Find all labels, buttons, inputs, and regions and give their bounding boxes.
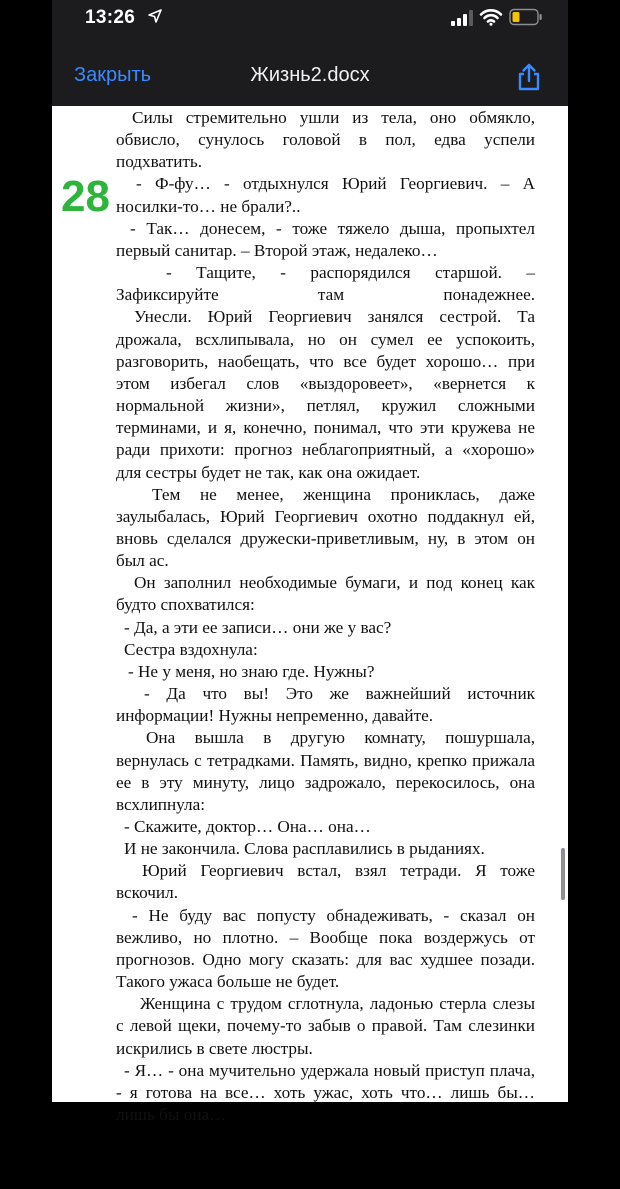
- paragraph: - Тащите, - распорядился старшой. – Зафиксируйте там понадежнее.: [116, 263, 535, 305]
- paragraph: Силы стремительно ушли из тела, оно обмякло, обвисло, сунулось головой в пол, едва успели подхватить.: [116, 108, 535, 172]
- paragraph: Унесли. Юрий Георгиевич занялся сестрой. Та дрожала, всхлипывала, но он сумел ее успокоить, разговорить, наобещать, что все будет хорошо… при этом избегал слов «выздоровеет», «вернется к нормальной жизни», петлял, кружил сложными терминами, и я, конечно, понимал, что эти кружева не ради прихоти: прогноз неблагоприятный, а «хорошо» для сестры будет не так, как она ожидает.: [116, 307, 535, 482]
- paragraph: Юрий Георгиевич встал, взял тетради. Я тоже вскочил.: [116, 861, 535, 903]
- home-indicator[interactable]: [218, 1183, 400, 1189]
- paragraph: - Скажите, доктор… Она… она…: [124, 817, 371, 836]
- paragraph: - Да, а эти ее записи… они же у вас?: [124, 617, 392, 637]
- paragraph: - Так… донесем, - тоже тяжело дыша, пропыхтел первый санитар. – Второй этаж, недалеко…: [116, 218, 535, 260]
- paragraph: - Не буду вас попусту обнадеживать, - сказал он вежливо, но плотно. – Вообще пока воздержусь от прогнозов. Одно могу сказать: для вас худшее позади. Такого ужаса больше не будет.: [116, 905, 535, 992]
- paragraph: - Я… - она мучительно удержала новый приступ плача, - я готова на все… хоть ужас, хоть что… лишь бы… лишь бы она…: [116, 1060, 535, 1125]
- document-text: [116, 107, 535, 1126]
- document-page[interactable]: [52, 106, 568, 1125]
- signal-icon: [451, 10, 473, 26]
- close-button[interactable]: Закрыть: [74, 64, 152, 86]
- paragraph: И не закончила. Слова расплавились в рыданиях.: [124, 839, 485, 859]
- share-icon[interactable]: [514, 62, 544, 92]
- paragraph: - Ф-фу… - отдыхнулся Юрий Георгиевич. – А носилки-то… не брали?..: [116, 174, 535, 216]
- document-nav-bar: [52, 50, 568, 104]
- paragraph: Тем не менее, женщина прониклась, даже заулыбалась, Юрий Георгиевич охотно поддакнул ей, вновь сделался дружески-приветливым, ну, в этом он был ас.: [116, 484, 535, 571]
- paragraph: Он заполнил необходимые бумаги, и под конец как будто спохватился:: [116, 573, 535, 615]
- paragraph: - Не у меня, но знаю где. Нужны?: [128, 661, 375, 681]
- paragraph: - Да что вы! Это же важнейший источник информации! Нужны непременно, давайте.: [116, 684, 535, 726]
- document-title: Жизнь2.docx: [250, 64, 370, 86]
- phone-screen: [52, 0, 568, 1125]
- wifi-icon: [480, 8, 502, 26]
- status-bar: [52, 0, 568, 44]
- paragraph: Она вышла в другую комнату, пошуршала, вернулась с тетрадками. Память, видно, крепко прижала ее в эту минуту, лицо задрожало, перекосилось, она всхлипнула:: [116, 728, 535, 814]
- paragraph: Сестра вздохнула:: [124, 639, 258, 659]
- scrollbar[interactable]: [561, 848, 565, 900]
- location-arrow-icon: [148, 9, 162, 23]
- page-number-annotation: 28: [61, 172, 110, 221]
- status-time: 13:26: [85, 7, 136, 28]
- battery-low-icon: [509, 8, 543, 26]
- paragraph: Женщина с трудом сглотнула, ладонью стерла слезы с левой щеки, почему-то забыв о правой. Там слезинки искрились в свете люстры.: [116, 994, 535, 1058]
